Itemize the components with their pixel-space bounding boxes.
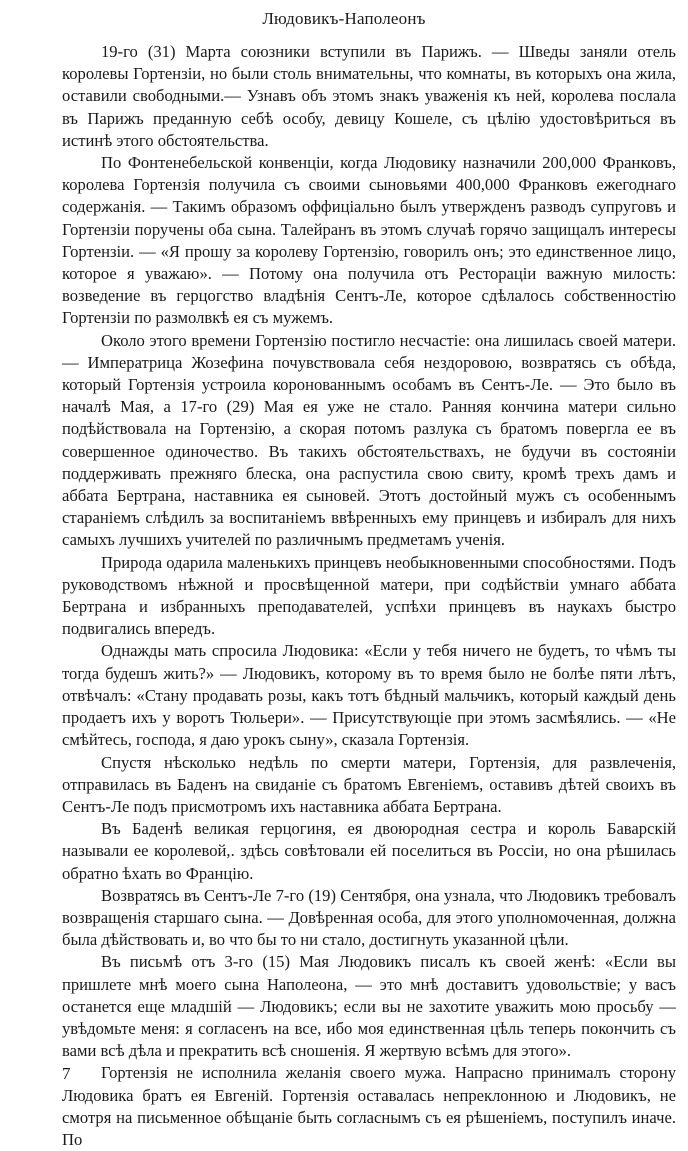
paragraph: Однажды мать спросила Людовика: «Если у тебя ничего не будетъ, то чѣмъ ты тогда будешъ жить?» — Людовикъ, которому въ то время было не болѣе пяти лѣтъ, отвѣчалъ: «Стану продавать розы, какъ тотъ бѣдный мальчикъ, который каждый день продаетъ ихъ у воротъ Тюльери». — Присутствующіе при этомъ засмѣялись. — «Не смѣйтесь, господа, я даю урокъ сыну», сказала Гортензія. <box>62 641 676 750</box>
paragraph: Гортензія не исполнила желанія своего мужа. Напрасно принималъ сторону Людовика братъ ея Евгеній. Гортензія оставалась непреклонною и Людовикъ, не смотря на письменное обѣщаніе быть согласнымъ съ ея рѣшеніемъ, поступилъ иначе. По <box>62 1063 676 1149</box>
running-title: Людовикъ-Наполеонъ <box>262 9 426 28</box>
body-text <box>62 41 676 1151</box>
paragraph: 19-го (31) Марта союзники вступили въ Парижъ. — Шведы заняли отель королевы Гортензіи, но были столь внимательны, что комнаты, въ которыхъ она жила, оставили свободными.— Узнавъ объ этомъ знакъ уваженія къ ней, королева послала въ Парижъ преданную себѣ особу, девицу Кошеле, съ цѣлію удостовѣриться въ истинѣ этого обстоятельства. <box>62 42 676 150</box>
paragraph: Въ Баденѣ великая герцогиня, ея двоюродная сестра и король Баварскій называли ее королевой,. здѣсь совѣтовали ей поселиться въ Россіи, но она рѣшилась обратно ѣхать во Францію. <box>62 819 676 883</box>
paragraph: Возвратясь въ Сентъ-Ле 7-го (19) Сентября, она узнала, что Людовикъ требовалъ возвращенія старшаго сына. — Довѣренная особа, для этого уполномоченная, должна была дѣйствовать и, во что бы то ни стало, достигнуть указанной цѣли. <box>62 885 676 950</box>
page-number: 7 <box>62 1064 71 1083</box>
paragraph: Спустя нѣсколько недѣль по смерти матери, Гортензія, для развлеченія, отправилась въ Баденъ на свиданіе съ братомъ Евгеніемъ, оставивъ дѣтей своихъ въ Сентъ-Ле подъ присмотромъ ихъ наставника аббата Бертрана. <box>62 752 676 816</box>
paragraph: Въ письмѣ отъ 3-го (15) Мая Людовикъ писалъ къ своей женѣ: «Если вы пришлете мнѣ моего сына Наполеона, — это мнѣ доставитъ удовольствіе; у васъ останется еще младшій — Людовикъ; если вы не захотите уважить мою просьбу — увѣдомьте меня: я согласенъ на все, ибо моя единственная цѣль теперь покончить съ вами всѣ дѣла и прекратить всѣ сношенія. Я жертвую всѣмъ для этого». <box>62 952 676 1061</box>
paragraph: По Фонтенебельской конвенціи, когда Людовику назначили 200,000 Франковъ, королева Гортензія получила съ своими сыновьями 400,000 Франковъ ежегоднаго содержанія. — Такимъ образомъ оффиціально былъ утвержденъ разводъ супруговъ и Гортензіи поручены оба сына. Талейранъ въ этомъ случаѣ горячо защищалъ интересы Гортензіи. — «Я прошу за королеву Гортензію, говорилъ онъ; это единственное лицо, которое я уважаю». — Потому она получила отъ Ресторацiи важную милость: возведение въ герцогство владѣнія Сентъ-Ле, которое сдѣлалось собственностiю Гортензіи по размолвкѣ ея съ мужемъ. <box>62 153 676 328</box>
paragraph: Природа одарила маленькихъ принцевъ необыкновенными способностями. Подъ руководствомъ нѣжной и просвѣщенной матери, при содѣйствіи умнаго аббата Бертрана и избранныхъ преподавателей, успѣхи принцевъ въ наукахъ быстро подвигались впередъ. <box>62 552 676 639</box>
paragraph: Около этого времени Гортензію постигло несчастіе: она лишилась своей матери. — Императрица Жозефина почувствовала себя нездоровою, возвратясь съ обѣда, который Гортензія устроила коронованнымъ особамъ въ Сентъ-Ле. — Это было въ началѣ Мая, а 17-го (29) Мая ея уже не стало. Ранняя кончина матери сильно подѣйствовала на Гортензію, а скорая потомъ разлука съ братомъ повергла ее въ совершенное одиночество. Въ такихъ обстоятельствахъ, не будучи въ состояніи поддерживать прежняго блеска, она распустила свою свиту, кромѣ трехъ дамъ и аббата Бертрана, наставника ея сыновей. Этотъ достойный мужъ съ особеннымъ стараніемъ слѣдилъ за воспитаніемъ ввѣренныхъ ему принцевъ и избиралъ для нихъ самыхъ лучшихъ учителей по различнымъ предметамъ ученія. <box>62 330 676 550</box>
